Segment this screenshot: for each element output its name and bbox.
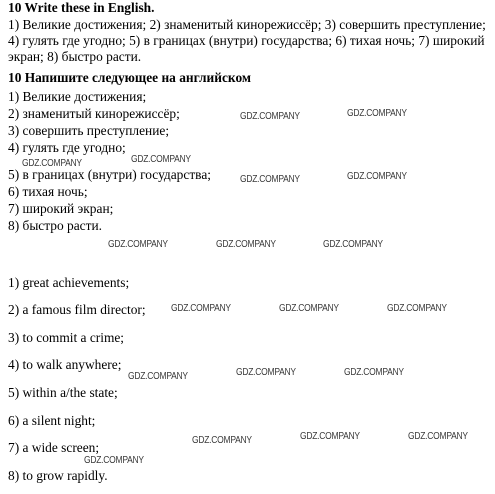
answer-item: 1) great achievements; [8,275,130,290]
watermark: GDZ.COMPANY [84,455,144,466]
answer-item: 8) to grow rapidly. [8,468,108,483]
watermark: GDZ.COMPANY [344,367,404,378]
answer-item: 4) to walk anywhere; [8,357,122,372]
watermark: GDZ.COMPANY [323,239,383,250]
watermark: GDZ.COMPANY [171,303,231,314]
answer-item: 5) within a/the state; [8,385,118,400]
task-item: 7) широкий экран; [8,201,114,216]
answer-item: 6) a silent night; [8,413,96,428]
watermark: GDZ.COMPANY [300,431,360,442]
watermark: GDZ.COMPANY [240,174,300,185]
watermark: GDZ.COMPANY [240,111,300,122]
watermark: GDZ.COMPANY [108,239,168,250]
watermark: GDZ.COMPANY [279,303,339,314]
task-item: 1) Великие достижения; [8,89,147,104]
watermark: GDZ.COMPANY [347,108,407,119]
exercise-task-paragraph: 1) Великие достижения; 2) знаменитый кинорежиссёр; 3) совершить преступление; 4) гулять где угодно; 5) в границах (внутри) государства; 6) тихая ночь; 7) широкий экран; 8) быстро расти. [8,17,486,64]
watermark: GDZ.COMPANY [408,431,468,442]
watermark: GDZ.COMPANY [192,435,252,446]
watermark: GDZ.COMPANY [236,367,296,378]
task-item: 6) тихая ночь; [8,184,88,199]
answer-item: 7) a wide screen; [8,440,100,455]
task-item: 2) знаменитый кинорежиссёр; [8,106,180,121]
task-item: 5) в границах (внутри) государства; [8,167,211,182]
answer-item: 3) to commit a crime; [8,330,125,345]
exercise-heading-russian: 10 Напишите следующее на английском [8,70,252,85]
watermark: GDZ.COMPANY [387,303,447,314]
watermark: GDZ.COMPANY [131,154,191,165]
answer-item: 2) a famous film director; [8,302,146,317]
watermark: GDZ.COMPANY [128,371,188,382]
watermark: GDZ.COMPANY [22,158,82,169]
task-item: 3) совершить преступление; [8,123,170,138]
task-item: 8) быстро расти. [8,218,102,233]
exercise-heading-english: 10 Write these in English. [8,0,155,15]
task-item: 4) гулять где угодно; [8,140,126,155]
watermark: GDZ.COMPANY [216,239,276,250]
watermark: GDZ.COMPANY [347,171,407,182]
